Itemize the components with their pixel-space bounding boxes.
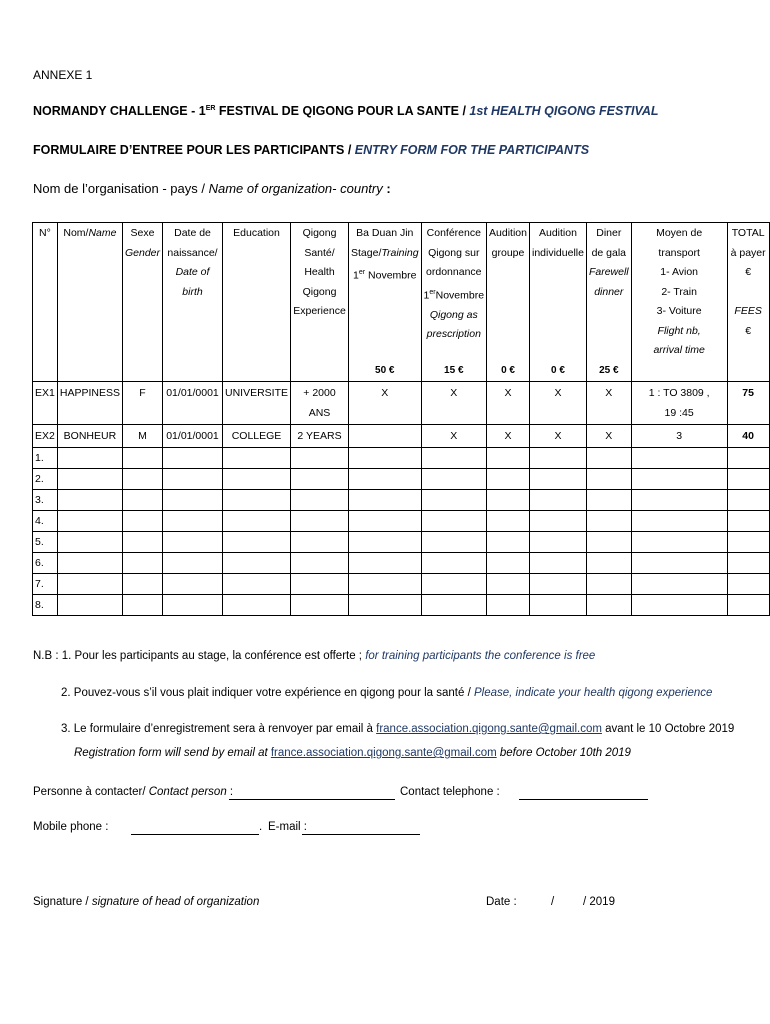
table-cell[interactable] (223, 594, 291, 615)
row-number: 6. (33, 552, 58, 573)
row-conference: X (421, 381, 487, 424)
table-cell[interactable] (223, 510, 291, 531)
table-cell[interactable] (727, 552, 769, 573)
table-cell[interactable] (291, 594, 349, 615)
table-cell[interactable] (727, 594, 769, 615)
table-cell[interactable] (122, 447, 162, 468)
date-year: / 2019 (583, 896, 615, 908)
table-cell[interactable] (291, 531, 349, 552)
fee-audition-group: 0 € (487, 362, 530, 382)
table-cell[interactable] (122, 468, 162, 489)
row-experience: 2 YEARS (291, 424, 349, 447)
row-conference: X (421, 424, 487, 447)
table-cell[interactable] (163, 447, 223, 468)
table-cell[interactable] (122, 573, 162, 594)
table-cell[interactable] (727, 447, 769, 468)
table-cell[interactable] (586, 489, 631, 510)
table-row (33, 468, 770, 489)
row-gala-dinner: X (586, 381, 631, 424)
header-gender: Sexe Gender (122, 223, 162, 362)
row-number: 7. (33, 573, 58, 594)
table-cell[interactable] (631, 489, 727, 510)
table-cell[interactable] (163, 531, 223, 552)
table-cell[interactable] (122, 531, 162, 552)
table-cell[interactable] (122, 594, 162, 615)
table-row (33, 489, 770, 510)
note-3: 3. Le formulaire d’enregistrement sera à renvoyer par email à france.association.qigong.sante@gmail.com avant le 10 Octobre 2019 (61, 723, 735, 735)
table-cell[interactable] (163, 594, 223, 615)
row-transport: 1 : TO 3809 , 19 :45 (631, 381, 727, 424)
table-cell[interactable] (421, 510, 487, 531)
row-total: 75 (727, 381, 769, 424)
row-gender: M (122, 424, 162, 447)
table-cell[interactable] (349, 573, 422, 594)
table-cell[interactable] (421, 468, 487, 489)
table-cell[interactable] (57, 594, 122, 615)
header-audition-individual: Audition individuelle (530, 223, 587, 362)
row-education: UNIVERSITE (223, 381, 291, 424)
table-cell[interactable] (421, 531, 487, 552)
table-cell[interactable] (586, 531, 631, 552)
row-birthdate: 01/01/0001 (163, 424, 223, 447)
note-3-english: Registration form will send by email at france.association.qigong.sante@gmail.com before October 10th 2019 (74, 747, 631, 759)
table-cell[interactable] (291, 510, 349, 531)
table-cell[interactable] (57, 510, 122, 531)
email-field[interactable] (302, 834, 420, 835)
page-title: NORMANDY CHALLENGE - 1ER FESTIVAL DE QIGONG POUR LA SANTE / 1st HEALTH QIGONG FESTIVAL (33, 104, 659, 118)
row-audition-individual: X (530, 381, 587, 424)
table-cell[interactable] (163, 573, 223, 594)
table-cell[interactable] (727, 531, 769, 552)
row-transport: 3 (631, 424, 727, 447)
table-cell[interactable] (421, 573, 487, 594)
annex-label: ANNEXE 1 (33, 68, 93, 82)
contact-telephone-field[interactable] (519, 799, 648, 800)
table-cell[interactable] (631, 531, 727, 552)
table-cell[interactable] (291, 552, 349, 573)
row-number: 4. (33, 510, 58, 531)
table-cell[interactable] (421, 552, 487, 573)
fee-baduanjin: 50 € (349, 362, 422, 382)
table-cell[interactable] (163, 489, 223, 510)
table-cell[interactable] (223, 573, 291, 594)
table-row (33, 552, 770, 573)
row-name: HAPPINESS (57, 381, 122, 424)
date-label: Date : (486, 896, 517, 908)
row-gala-dinner: X (586, 424, 631, 447)
table-row (33, 594, 770, 615)
header-gala-dinner: Diner de gala Farewell dinner (586, 223, 631, 362)
participants-table (32, 222, 770, 616)
fee-conference: 15 € (421, 362, 487, 382)
table-cell[interactable] (530, 447, 587, 468)
table-cell[interactable] (291, 447, 349, 468)
row-audition-individual: X (530, 424, 587, 447)
table-cell[interactable] (631, 510, 727, 531)
table-cell[interactable] (57, 468, 122, 489)
signature-label: Signature / signature of head of organization (33, 896, 260, 908)
row-number: 1. (33, 447, 58, 468)
table-cell[interactable] (223, 552, 291, 573)
table-cell[interactable] (421, 447, 487, 468)
table-cell[interactable] (530, 531, 587, 552)
table-cell[interactable] (530, 573, 587, 594)
date-separator: / (551, 896, 555, 908)
note-1: N.B : 1. Pour les participants au stage, la conférence est offerte ; for training participants the conference is free (33, 650, 596, 662)
row-gender: F (122, 381, 162, 424)
email-label: E-mail : (268, 821, 307, 833)
row-education: COLLEGE (223, 424, 291, 447)
row-number: 8. (33, 594, 58, 615)
fee-gala-dinner: 25 € (586, 362, 631, 382)
row-number: EX1 (33, 381, 58, 424)
table-cell[interactable] (122, 510, 162, 531)
table-cell[interactable] (586, 468, 631, 489)
table-cell[interactable] (487, 531, 530, 552)
table-header-row (33, 223, 770, 362)
table-cell[interactable] (163, 552, 223, 573)
note-2: 2. Pouvez-vous s’il vous plait indiquer votre expérience en qigong pour la santé / Please, indicate your health qigong experience (61, 687, 713, 699)
row-number: 5. (33, 531, 58, 552)
mobile-phone-field[interactable] (131, 834, 259, 835)
row-total: 40 (727, 424, 769, 447)
table-cell[interactable] (349, 531, 422, 552)
page-subtitle: FORMULAIRE D’ENTREE POUR LES PARTICIPANTS / ENTRY FORM FOR THE PARTICIPANTS (33, 143, 590, 157)
table-cell[interactable] (631, 552, 727, 573)
table-cell[interactable] (530, 594, 587, 615)
row-number: 3. (33, 489, 58, 510)
table-cell[interactable] (163, 468, 223, 489)
table-cell[interactable] (122, 552, 162, 573)
table-cell[interactable] (57, 531, 122, 552)
table-cell[interactable] (349, 447, 422, 468)
table-cell[interactable] (727, 489, 769, 510)
table-row (33, 447, 770, 468)
table-cell[interactable] (291, 489, 349, 510)
table-cell[interactable] (727, 510, 769, 531)
table-cell[interactable] (530, 489, 587, 510)
table-cell[interactable] (487, 594, 530, 615)
header-birthdate: Date de naissance/ Date of birth (163, 223, 223, 362)
organization-line: Nom de l’organisation - pays / Name of organization- country : (33, 181, 391, 196)
table-cell[interactable] (631, 594, 727, 615)
table-cell[interactable] (57, 447, 122, 468)
table-cell[interactable] (349, 468, 422, 489)
table-cell[interactable] (223, 531, 291, 552)
table-cell[interactable] (349, 552, 422, 573)
table-cell[interactable] (349, 489, 422, 510)
row-name: BONHEUR (57, 424, 122, 447)
header-conference: Conférence Qigong sur ordonnance 1erNovembre Qigong as prescription (421, 223, 487, 362)
table-cell[interactable] (57, 573, 122, 594)
table-cell[interactable] (727, 468, 769, 489)
table-row (33, 510, 770, 531)
table-cell[interactable] (487, 573, 530, 594)
table-cell[interactable] (586, 447, 631, 468)
row-baduanjin (349, 424, 422, 447)
row-birthdate: 01/01/0001 (163, 381, 223, 424)
table-cell[interactable] (57, 489, 122, 510)
table-cell[interactable] (586, 552, 631, 573)
header-total: TOTAL à payer € FEES € (727, 223, 769, 362)
table-cell[interactable] (487, 552, 530, 573)
table-cell[interactable] (586, 573, 631, 594)
header-name: Nom/Name (57, 223, 122, 362)
header-qigong-experience: Qigong Santé/ Health Qigong Experience (291, 223, 349, 362)
row-number: 2. (33, 468, 58, 489)
table-cell[interactable] (586, 510, 631, 531)
table-cell[interactable] (291, 468, 349, 489)
table-row (33, 381, 770, 424)
header-transport: Moyen de transport 1- Avion 2- Train 3- Voiture Flight nb, arrival time (631, 223, 727, 362)
table-cell[interactable] (291, 573, 349, 594)
table-cell[interactable] (530, 468, 587, 489)
row-audition-group: X (487, 424, 530, 447)
table-cell[interactable] (122, 489, 162, 510)
table-cell[interactable] (487, 489, 530, 510)
header-audition-group: Audition groupe (487, 223, 530, 362)
table-cell[interactable] (421, 489, 487, 510)
table-cell[interactable] (487, 468, 530, 489)
table-cell[interactable] (530, 552, 587, 573)
header-education: Education (223, 223, 291, 362)
email-link[interactable]: france.association.qigong.sante@gmail.com (376, 723, 602, 735)
table-row (33, 573, 770, 594)
fee-audition-individual: 0 € (530, 362, 587, 382)
table-row (33, 424, 770, 447)
table-cell[interactable] (223, 468, 291, 489)
table-cell[interactable] (223, 447, 291, 468)
row-baduanjin: X (349, 381, 422, 424)
table-cell[interactable] (421, 594, 487, 615)
table-cell[interactable] (349, 510, 422, 531)
table-cell[interactable] (631, 573, 727, 594)
email-link-english[interactable]: france.association.qigong.sante@gmail.com (270, 747, 497, 759)
table-cell[interactable] (727, 573, 769, 594)
table-cell[interactable] (530, 510, 587, 531)
table-cell[interactable] (631, 447, 727, 468)
table-cell[interactable] (57, 552, 122, 573)
email-dot: . (259, 821, 263, 833)
table-cell[interactable] (223, 489, 291, 510)
header-number: N° (33, 223, 58, 362)
contact-telephone-label: Contact telephone : (400, 786, 500, 798)
contact-person-label: Personne à contacter/ Contact person : (33, 786, 234, 798)
row-audition-group: X (487, 381, 530, 424)
header-baduanjin: Ba Duan Jin Stage/Training 1er Novembre (349, 223, 422, 362)
fees-row (33, 362, 770, 382)
row-experience: + 2000 ANS (291, 381, 349, 424)
row-number: EX2 (33, 424, 58, 447)
table-cell[interactable] (631, 468, 727, 489)
contact-person-field[interactable] (229, 799, 395, 800)
table-cell[interactable] (586, 594, 631, 615)
table-cell[interactable] (163, 510, 223, 531)
table-cell[interactable] (487, 510, 530, 531)
table-cell[interactable] (487, 447, 530, 468)
table-cell[interactable] (349, 594, 422, 615)
table-row (33, 531, 770, 552)
mobile-phone-label: Mobile phone : (33, 821, 109, 833)
